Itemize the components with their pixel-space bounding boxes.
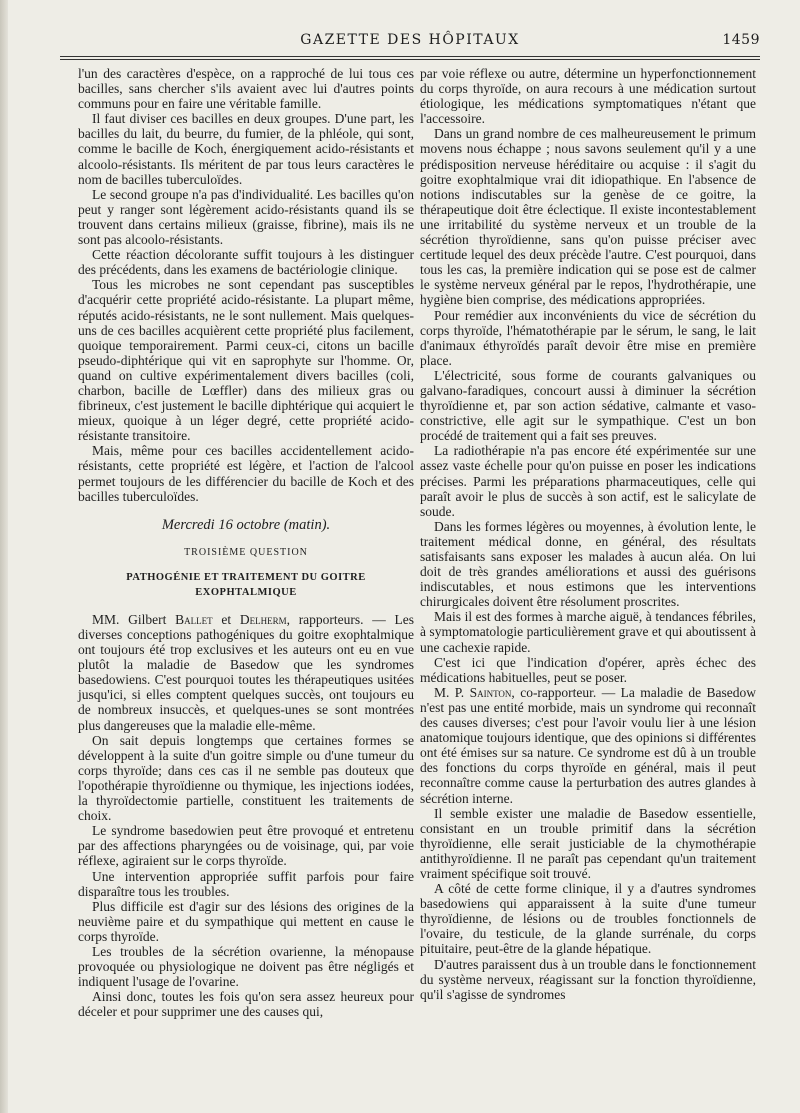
paragraph: Mais il est des formes à marche aiguë, à tendances fébriles, à symptomatologie particulièrement grave et qui aboutissent à une cachexie rapide. [420, 609, 756, 655]
paragraph: La radiothérapie n'a pas encore été expérimentée sur une assez vaste échelle pour qu'on puisse en poser les indications précises. Parmi les préparations pharmaceutiques, celle qui paraît avoir le plus de succès à son actif, est le salicylate de soude. [420, 443, 756, 519]
paragraph: Dans les formes légères ou moyennes, à évolution lente, le traitement médical donne, en général, des résultats satisfaisants sans exposer les malades à aucun aléa. On lui doit de très grandes améliorations et aussi des guérisons indiscutables, et nous estimons que les interventions chirurgicales doivent être résolument proscrites. [420, 518, 756, 610]
paragraph: Dans un grand nombre de ces malheureusement le primum movens nous échappe ; nous savons seulement qu'il y a une prédisposition nerveuse héréditaire ou acquise : il s'agit du goitre exophtalmique vrai dit idiopathique. En l'absence de notions indiscutables sur la genèse de ce goitre, la thérapeutique doit être éclectique. Il existe incontestablement une irritabilité du système nerveux et un trouble de la sécrétion thyroïdienne, sans qu'on puisse préciser avec certitude lequel des deux précède l'autre. C'est pourquoi, dans tous les cas, la première indication qui se pose est de calmer le système nerveux général par le repos, l'hydrothérapie, une hygiène bien comprise, des médications appropriées. [420, 126, 756, 308]
section-title-line-1: PATHOGÉNIE ET TRAITEMENT DU GOITRE [126, 571, 366, 583]
page-number: 1459 [722, 32, 760, 48]
paragraph-corapporteur [420, 685, 756, 806]
page-header [60, 32, 760, 52]
paragraph: Pour remédier aux inconvénients du vice de sécrétion du corps thyroïde, l'hématothérapie par le sérum, le sang, le lait d'animaux éthyroïdés paraît devoir être mise en première place. [420, 307, 756, 368]
paragraph: On sait depuis longtemps que certaines formes se développent à la suite d'un goitre simple ou d'une tumeur du corps thyroïde; dans ces cas il ne semble pas douteux que l'opothérapie thyroïdienne ou thymique, les injections iodées, la thyroïdectomie partielle, constituent les traitements de choix. [78, 732, 414, 824]
paragraph: Il semble exister une maladie de Basedow essentielle, consistant en un trouble primitif dans la sécrétion thyroïdienne, elle serait justiciable de la chymothérapie antithyroïdienne. Il ne paraît pas cependant qu'un traitement vraiment spécifique soit trouvé. [420, 805, 756, 881]
section-label: TROISIÈME QUESTION [184, 546, 308, 558]
author-name: Delherm [239, 611, 287, 627]
paragraph: D'autres paraissent dus à un trouble dans le fonctionnement du système nerveux, réagissant sur la fonction thyroïdienne, qu'il s'agisse de syndromes [420, 956, 756, 1002]
paragraph: Le syndrome basedowien peut être provoqué et entretenu par des affections pharyngées ou de voisinage, qui, par voie réflexe, agiraient sur le corps thyroïde. [78, 823, 414, 869]
session-dateline: Mercredi 16 octobre (matin). [161, 516, 331, 533]
paragraph: Il faut diviser ces bacilles en deux groupes. D'une part, les bacilles du lait, du beurre, du fumier, de la phléole, qui sont, comme le bacille de Koch, énergiquement acido-résistants et alcoolo-résistants. Ils méritent de par tous leurs caractères le nom de bacilles tuberculoïdes. [78, 111, 414, 187]
section-title [78, 570, 414, 600]
paragraph: L'électricité, sous forme de courants galvaniques ou galvano-faradiques, concourt aussi à diminuer la sécrétion thyroïdienne et, par son action sédative, calmante et vaso-constrictive, elle agit sur le sympathique. C'est un bon procédé de traitement qui a fait ses preuves. [420, 367, 756, 444]
paragraph: Les troubles de la sécrétion ovarienne, la ménopause provoquée ou physiologique ne doivent pas être négligés et indiquent l'usage de l'ovarine. [78, 943, 414, 990]
paragraph: A côté de cette forme clinique, il y a d'autres syndromes basedowiens qui apparaissent à la suite d'une tumeur thyroïdienne, de lésions ou de troubles fonctionnels de l'ovaire, du testicule, de la glande surrénale, du corps pituitaire, peut-être de la glande hépatique. [420, 881, 756, 957]
paragraph-rapporteurs [78, 612, 414, 733]
paragraph: Plus difficile est d'agir sur des lésions des origines de la neuvième paire et du sympathique qui mettent en cause le corps thyroïde. [78, 898, 414, 944]
paragraph: l'un des caractères d'espèce, on a rapproché de lui tous ces bacilles, sans chercher s'ils avaient avec lui d'autres points communs pour en faire une véritable famille. [78, 66, 414, 112]
paragraph: Cette réaction décolorante suffit toujours à les distinguer des précédents, dans les examens de bactériologie clinique. [78, 247, 414, 278]
paragraph: Le second groupe n'a pas d'individualité. Les bacilles qu'on peut y ranger sont légèrement acido-résistants quand ils se trouvent dans certains milieux (graisse, fibrine), mais ils ne sont pas alcoolo-résistants. [78, 186, 414, 248]
header-rule-bottom [60, 59, 760, 60]
left-column [78, 66, 414, 1019]
paragraph: Ainsi donc, toutes les fois qu'on sera assez heureux pour déceler et pour supprimer une des causes qui, [78, 989, 414, 1020]
paragraph: Une intervention appropriée suffit parfois pour faire disparaître tous les troubles. [78, 868, 414, 899]
text-run: et [212, 611, 240, 627]
section-title-line-2: EXOPHTALMIQUE [195, 586, 297, 598]
text-run: M. P. [434, 684, 470, 700]
paragraph: Tous les microbes ne sont cependant pas susceptibles d'acquérir cette propriété acido-résistante. La plupart même, réputés acido-résistants, ne le sont nullement. Mais quelques-uns de ces bacilles acquièrent cette propriété plus facilement, quoique temporairement. Parmi ceux-ci, citons un bacille pseudo-diphtérique qui vit en saprophyte sur l'homme. Or, quand on cultive expérimentalement divers bacilles (coli, charbon, bacille de Lœffler) dans des milieux gras ou fibrineux, c'est justement le bacille diphtérique qui acquiert le mieux, quoique à un léger degré, cette propriété acido-résistante transitoire. [78, 277, 414, 444]
text-run: , rapporteurs. — Les diverses conceptions pathogéniques du goitre exophtalmique ont toujours été trop exclusives et les auteurs ont eu en vue plutôt la maladie de Basedow que les syndromes basedowiens. C'est pourquoi toutes les thérapeutiques usitées jusqu'ici, si elles comptent quelques succès, ont toujours eu de nombreux insuccès, et quelques-unes se sont montrées plus dangereuses que la maladie elle-même. [78, 611, 415, 733]
header-rule-top [60, 56, 760, 57]
paragraph: C'est ici que l'indication d'opérer, après échec des médications habituelles, peut se poser. [420, 654, 756, 685]
text-run: , co-rapporteur. — La maladie de Basedow n'est pas une entité morbide, mais un syndrome qui reconnaît des causes diverses; c'est pour l'avoir voulu lier à une lésion anatomique toujours identique, que des opinions si différentes ont été émises sur sa nature. Ce syndrome est dû à un trouble des fonctions du corps thyroïde en général, mais il peut reconnaître comme cause la perturbation des autres glandes à sécrétion interne. [420, 684, 756, 806]
running-title: GAZETTE DES HÔPITAUX [300, 32, 520, 48]
author-name: Ballet [175, 611, 213, 627]
text-run: MM. Gilbert [92, 611, 176, 627]
page-binding-edge [0, 0, 8, 1113]
author-name: Sainton [469, 684, 512, 700]
right-column [420, 66, 756, 1002]
paragraph: Mais, même pour ces bacilles accidentellement acido-résistants, cette propriété est légère, et l'action de l'alcool permet toujours de les différencier du bacille de Koch et des bacilles tuberculoïdes. [78, 443, 414, 504]
paragraph: par voie réflexe ou autre, détermine un hyperfonctionnement du corps thyroïde, on aura recours à une médication surtout étiologique, les médications symptomatiques n'étant que l'accessoire. [420, 66, 756, 127]
